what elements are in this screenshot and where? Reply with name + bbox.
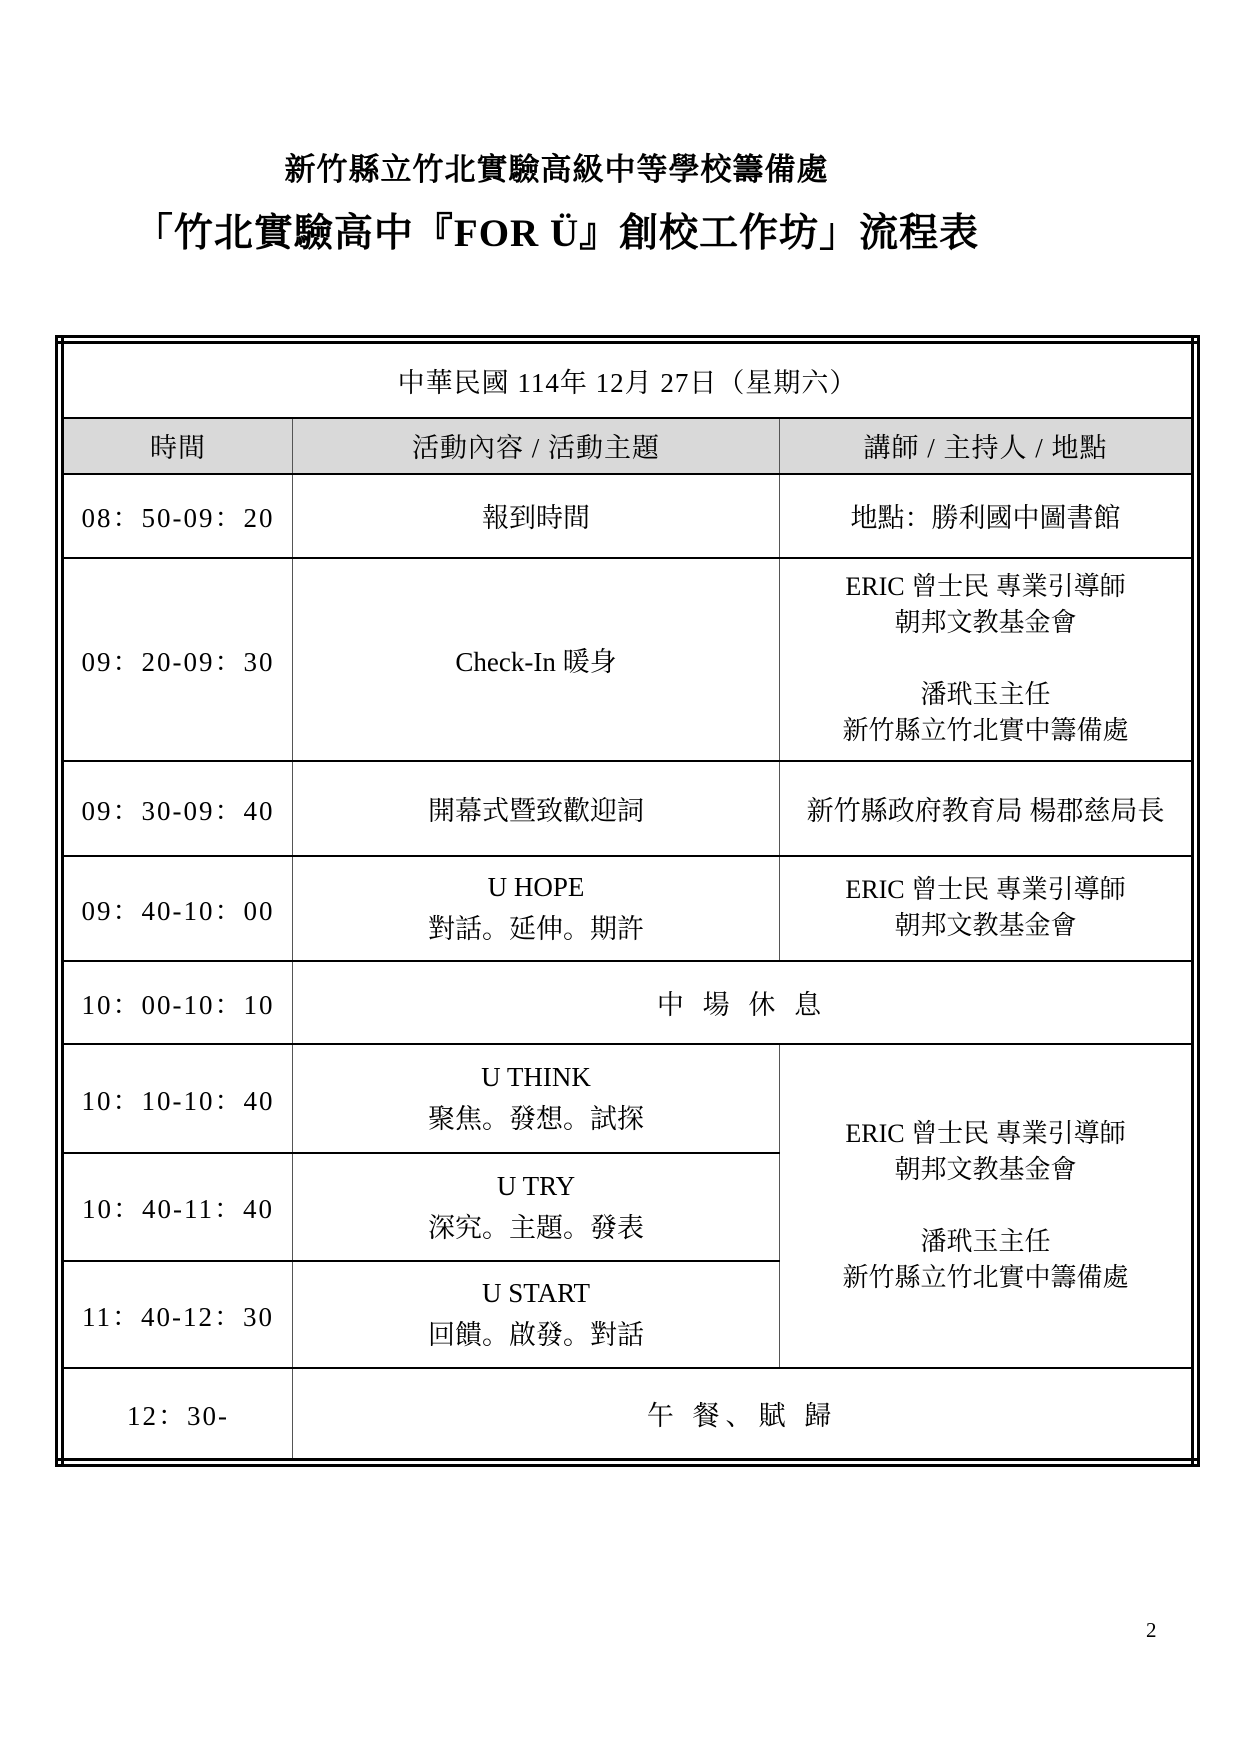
page-number: 2 bbox=[1146, 1618, 1157, 1642]
speaker-line: ERIC 曾士民 專業引導師 bbox=[845, 572, 1126, 601]
table-row bbox=[60, 474, 1196, 558]
speaker-line: ERIC 曾士民 專業引導師 bbox=[845, 1118, 1126, 1148]
schedule-table bbox=[55, 335, 1200, 1467]
time-cell: 10：10-10：40 bbox=[60, 1044, 293, 1153]
speaker-line: ERIC 曾士民 專業引導師 bbox=[845, 875, 1126, 904]
col-header-activity: 活動內容 / 活動主題 bbox=[293, 418, 780, 474]
speaker-line: 潘玳玉主任 bbox=[920, 1226, 1051, 1256]
table-row bbox=[60, 961, 1196, 1044]
table-row bbox=[60, 558, 1196, 761]
table-header-row bbox=[60, 418, 1196, 474]
speaker-line: 朝邦文教基金會 bbox=[894, 1154, 1077, 1184]
speaker-line bbox=[780, 641, 1191, 677]
speaker-cell: 新竹縣政府教育局 楊郡慈局長 bbox=[780, 761, 1196, 856]
speaker-cell bbox=[780, 1044, 1196, 1368]
activity-cell bbox=[293, 856, 780, 961]
activity-line: U THINK bbox=[481, 1062, 591, 1092]
activity-cell bbox=[293, 1153, 780, 1261]
speaker-line: 朝邦文教基金會 bbox=[894, 608, 1077, 637]
time-cell: 11：40-12：30 bbox=[60, 1261, 293, 1368]
speaker-line: 新竹縣立竹北實中籌備處 bbox=[842, 716, 1129, 745]
organization-title: 新竹縣立竹北實驗高級中等學校籌備處 bbox=[284, 152, 829, 187]
table-row bbox=[60, 1368, 1196, 1463]
time-cell: 09：20-09：30 bbox=[60, 558, 293, 761]
activity-line: 聚焦。發想。試探 bbox=[428, 1104, 644, 1134]
date-header-cell: 中華民國 114年 12月 27日（星期六） bbox=[60, 340, 1196, 418]
time-cell: 12：30- bbox=[60, 1368, 293, 1463]
activity-cell: 中 場 休 息 bbox=[293, 961, 1196, 1044]
speaker-line: 潘玳玉主任 bbox=[920, 680, 1051, 709]
col-header-speaker: 講師 / 主持人 / 地點 bbox=[780, 418, 1196, 474]
speaker-line: 新竹縣立竹北實中籌備處 bbox=[842, 1262, 1129, 1292]
time-cell: 10：00-10：10 bbox=[60, 961, 293, 1044]
activity-cell bbox=[293, 1044, 780, 1153]
page-title: 「竹北實驗高中『FOR Ü』創校工作坊」流程表 bbox=[133, 212, 980, 255]
table-row bbox=[60, 856, 1196, 961]
activity-line: U START bbox=[482, 1278, 590, 1308]
time-cell: 08：50-09：20 bbox=[60, 474, 293, 558]
speaker-cell: 地點：勝利國中圖書館 bbox=[780, 474, 1196, 558]
table-row bbox=[60, 761, 1196, 856]
activity-line: 深究。主題。發表 bbox=[428, 1212, 644, 1243]
time-cell: 09：30-09：40 bbox=[60, 761, 293, 856]
speaker-cell bbox=[780, 856, 1196, 961]
speaker-line: 朝邦文教基金會 bbox=[894, 911, 1077, 940]
activity-line: U TRY bbox=[496, 1170, 576, 1201]
activity-cell: Check-In 暖身 bbox=[293, 558, 780, 761]
time-cell: 09：40-10：00 bbox=[60, 856, 293, 961]
activity-line: 對話。延伸。期許 bbox=[428, 914, 644, 944]
table-row-date bbox=[60, 340, 1196, 418]
activity-line: U HOPE bbox=[487, 872, 585, 902]
activity-cell: 報到時間 bbox=[293, 474, 780, 558]
activity-cell: 開幕式暨致歡迎詞 bbox=[293, 761, 780, 856]
speaker-cell bbox=[780, 558, 1196, 761]
activity-cell: 午 餐、賦 歸 bbox=[293, 1368, 1196, 1463]
activity-line: 回饋。啟發。對話 bbox=[428, 1320, 644, 1350]
speaker-line bbox=[780, 1188, 1191, 1224]
time-cell: 10：40-11：40 bbox=[60, 1153, 293, 1261]
table-row bbox=[60, 1044, 1196, 1153]
col-header-time: 時間 bbox=[60, 418, 293, 474]
title-block bbox=[0, 150, 1241, 260]
activity-cell bbox=[293, 1261, 780, 1368]
